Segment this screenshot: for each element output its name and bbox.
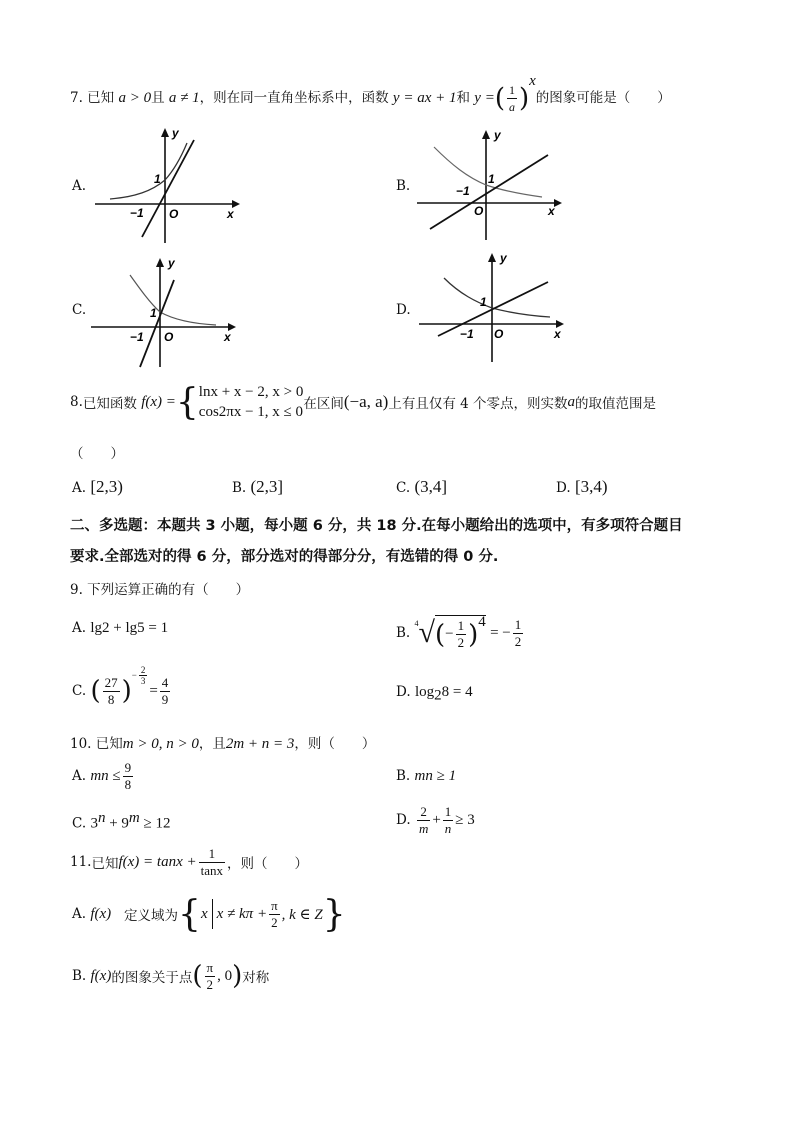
- x-axis-label: x: [224, 330, 231, 344]
- origin-label: O: [474, 204, 484, 218]
- q7-graph-c: [88, 255, 238, 370]
- q8-stem: 8. 已知函数 f(x) = { lnx + x − 2, x > 0 cos2πx − 1, x ≤ 0 在区间 (−a, a) 上有且仅有 4 个零点，则实数 a 的取值范围是: [70, 381, 657, 423]
- q7-option-a-label: A.: [72, 178, 87, 194]
- q7-option-d-label: D.: [396, 302, 411, 318]
- q10-option-c[interactable]: C. $3^n + 9^m \ge 12$: [72, 810, 171, 832]
- q9-option-c[interactable]: C. ( $\frac{27}{8}$ ) − $\frac{2}{3}$ = $\frac{4}{9}$: [72, 664, 169, 707]
- one-label: 1: [488, 172, 495, 186]
- q7-option-b-label: B.: [396, 178, 411, 194]
- q10-stem: 10. 已知m > 0, n > 0，且2m + n = 3，则（ ）: [70, 736, 376, 752]
- y-axis-label: y: [172, 126, 179, 140]
- q7-graph-b: [412, 125, 562, 245]
- section-heading-line-1: 二、多选题：本题共 3 小题，每小题 6 分，共 18 分.在每小题给出的选项中，有多项符合题目: [70, 518, 683, 534]
- q7-graph-d: [416, 250, 566, 365]
- y-axis-label: y: [494, 128, 501, 142]
- neg-one-label: −1: [460, 327, 474, 341]
- q10-option-a[interactable]: A. mn ≤ $\frac{9}{8}$: [72, 759, 132, 792]
- q11-option-b[interactable]: B. f(x) 的图象关于点 ( $\frac{\pi}{2}$ , 0 ) 对称: [72, 959, 270, 992]
- one-label: 1: [154, 172, 161, 186]
- q7-option-c-label: C.: [72, 302, 87, 318]
- origin-label: O: [494, 327, 504, 341]
- x-axis-label: x: [548, 204, 555, 218]
- y-axis-label: y: [168, 256, 175, 270]
- q7-stem: 7. 已知 a > 0且 a ≠ 1，则在同一直角坐标系中，函数 y = ax + 1和 y =( $\frac{1}{a}$ )$^x$的图象可能是（ ）: [70, 72, 671, 114]
- section-heading-line-2: 要求.全部选对的得 6 分，部分选对的得部分分，有选错的得 0 分.: [70, 549, 499, 565]
- q11-option-a[interactable]: A. f(x) 定义域为 { x x ≠ kπ + $\frac{\pi}{2}$ , k ∈ Z }: [72, 893, 346, 935]
- q9-option-d[interactable]: D. $\log_28 = 4$: [396, 684, 473, 704]
- y-axis-label: y: [500, 251, 507, 265]
- neg-one-label: −1: [456, 184, 470, 198]
- x-axis-label: x: [554, 327, 561, 341]
- q8-option-b[interactable]: B. (2,3]: [232, 477, 284, 496]
- q9-stem: 9. 下列运算正确的有（ ）: [70, 582, 250, 598]
- origin-label: O: [164, 330, 174, 344]
- q8-option-a[interactable]: A. [2,3): [72, 477, 123, 496]
- one-label: 1: [150, 306, 157, 320]
- q10-option-d[interactable]: D. $\frac{2}{m}$ + $\frac{1}{n}$ ≥ 3: [396, 803, 475, 836]
- q9-option-b[interactable]: B. $^4$ √ ( − $\frac{1}{2}$ ) $^4$ = − $\frac{1}{2}$: [396, 614, 522, 650]
- q10-option-b[interactable]: B. mn ≥ 1: [396, 768, 457, 784]
- q9-option-a[interactable]: A. lg2 + lg5 = 1: [72, 620, 169, 636]
- origin-label: O: [169, 207, 179, 221]
- x-axis-label: x: [227, 207, 234, 221]
- neg-one-label: −1: [130, 206, 144, 220]
- q8-option-d[interactable]: D. [3,4): [556, 477, 608, 496]
- one-label: 1: [480, 295, 487, 309]
- q8-paren: （ ）: [70, 446, 124, 462]
- neg-one-label: −1: [130, 330, 144, 344]
- q8-option-c[interactable]: C. (3,4]: [396, 477, 448, 496]
- q7-graph-a: [90, 125, 240, 245]
- q11-stem: 11. 已知 f(x) = tanx + $\frac{1}{\tan x}$ ，则（ ）: [70, 845, 309, 878]
